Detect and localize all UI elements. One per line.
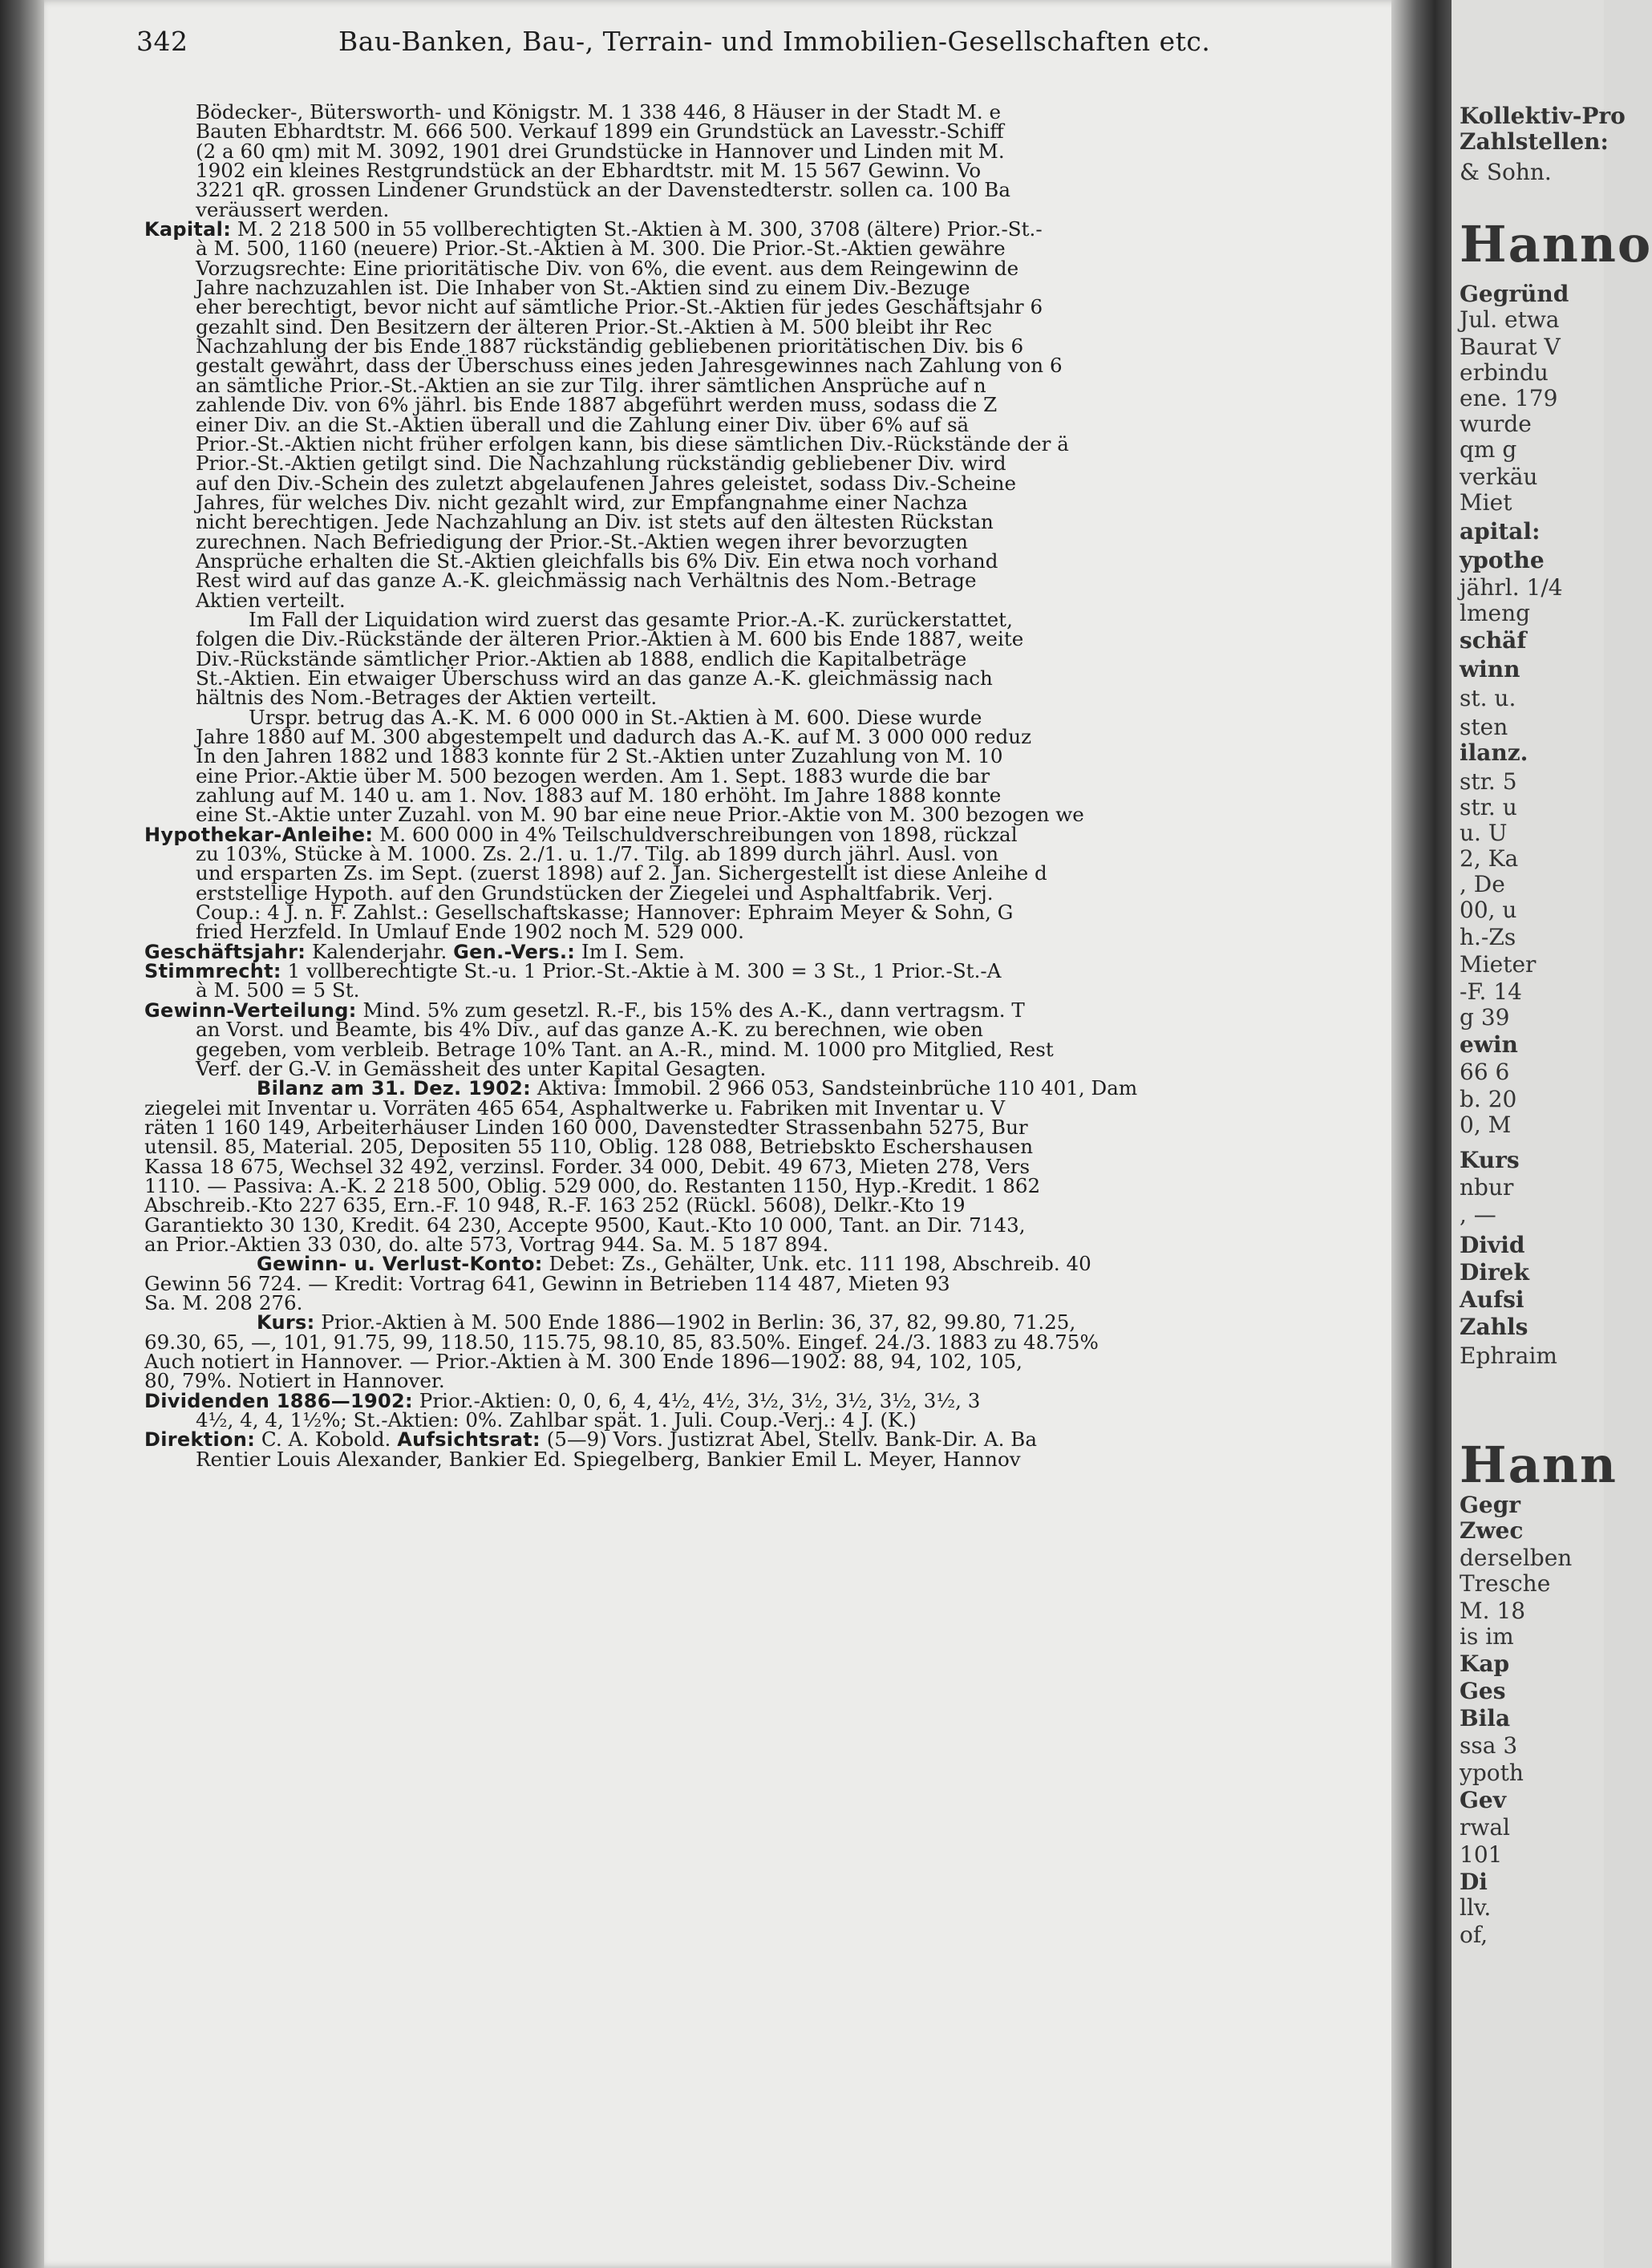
line-text: à M. 500 = 5 St. (196, 978, 360, 1002)
line-text: Prior.-Aktien à M. 500 Ende 1886—1902 in Berlin: 36, 37, 82, 99.80, 71.25, (314, 1310, 1076, 1334)
line-text: In den Jahren 1882 und 1883 konnte für 2 St.-Aktien unter Zuzahlung von M. 10 (196, 744, 1003, 768)
line-text: 80, 79%. Notiert in Hannover. (144, 1369, 445, 1393)
facing-page-text: derselben (1460, 1545, 1573, 1571)
facing-page-text: -F. 14 (1460, 978, 1522, 1005)
line-text: Im I. Sem. (575, 939, 685, 963)
facing-page-text: lmeng (1460, 600, 1531, 626)
line-text: erststellige Hypoth. auf den Grundstücken der Ziegelei und Asphaltfabrik. Verj. (196, 881, 994, 905)
facing-page-text: , — (1460, 1201, 1496, 1228)
line-text: Auch notiert in Hannover. — Prior.-Aktien à M. 300 Ende 1896—1902: 88, 94, 102, 105, (144, 1350, 1022, 1373)
line-text: Sa. M. 208 276. (144, 1290, 303, 1314)
facing-page-text: of, (1460, 1922, 1488, 1948)
line-text: M. 2 218 500 in 55 vollberechtigten St.-Aktien à M. 300, 3708 (ältere) Prior.-St.- (231, 217, 1043, 241)
facing-page-text: Jul. etwa (1460, 306, 1560, 333)
facing-page-text: ssa 3 (1460, 1732, 1518, 1759)
line-text: Abschreib.-Kto 227 635, Ern.-F. 10 948, R.-F. 163 252 (Rückl. 5608), Delkr.-Kto 19 (144, 1193, 966, 1217)
facing-page-text: Mieter (1460, 951, 1537, 978)
line-text: Vorzugsrechte: Eine prioritätische Div. von 6%, die event. aus dem Reingewinn de (196, 256, 1019, 280)
line-text: M. 600 000 in 4% Teilschuldverschreibungen von 1898, rückzal (373, 822, 1018, 846)
line-text: Rest wird auf das ganze A.-K. gleichmässig nach Verhältnis des Nom.-Betrage (196, 569, 977, 593)
section-label: Direktion: (144, 1428, 256, 1452)
line-text: C. A. Kobold. (255, 1428, 398, 1452)
facing-page-text: nbur (1460, 1174, 1514, 1201)
facing-page-text: jährl. 1/4 (1460, 574, 1563, 601)
facing-page-text: , De (1460, 871, 1505, 897)
facing-page-text: h.-Zs (1460, 924, 1516, 950)
facing-page-text: rwal (1460, 1814, 1510, 1841)
line-text: 4½, 4, 4, 1½%; St.-Aktien: 0%. Zahlbar spät. 1. Juli. Coup.-Verj.: 4 J. (K.) (196, 1408, 917, 1432)
facing-page-text: ilanz. (1460, 739, 1529, 766)
facing-page-text: b. 20 (1460, 1086, 1517, 1112)
facing-page-text: Zahlstellen: (1460, 128, 1609, 155)
line-text: an Vorst. und Beamte, bis 4% Div., auf das ganze A.-K. zu berechnen, wie oben (196, 1018, 984, 1042)
facing-page-text: Miet (1460, 489, 1512, 516)
facing-page-text: wurde (1460, 411, 1532, 437)
facing-page-text: 00, u (1460, 897, 1517, 923)
facing-page-text: apital: (1460, 518, 1541, 545)
line-text: Jahre nachzuzahlen ist. Die Inhaber von St.-Aktien sind zu einem Div.-Bezuge (196, 276, 970, 300)
facing-page-text: Kap (1460, 1650, 1510, 1677)
line-text: ziegelei mit Inventar u. Vorräten 465 654, Asphaltwerke u. Fabriken mit Inventar u. V (144, 1096, 1006, 1120)
line-text: 1110. — Passiva: A.-K. 2 218 500, Oblig. 529 000, do. Restanten 1150, Hyp.-Kredit. 1 862 (144, 1173, 1041, 1197)
line-text: Rentier Louis Alexander, Bankier Ed. Spiegelberg, Bankier Emil L. Meyer, Hannov (196, 1447, 1021, 1471)
running-title: Bau-Banken, Bau-, Terrain- und Immobilien-Gesellschaften etc. (338, 26, 1211, 57)
facing-page-text: & Sohn. (1460, 159, 1552, 185)
facing-page-text: ewin (1460, 1031, 1518, 1058)
line-text: an sämtliche Prior.-St.-Aktien an sie zur Tilg. ihrer sämtlichen Ansprüche auf n (196, 373, 986, 397)
facing-page-text: u. U (1460, 820, 1508, 846)
line-text: (5—9) Vors. Justizrat Abel, Stellv. Bank-Dir. A. Ba (540, 1428, 1038, 1452)
facing-page-text: Aufsi (1460, 1286, 1524, 1313)
line-text: utensil. 85, Material. 205, Depositen 55 110, Oblig. 128 088, Betriebskto Eschershausen (144, 1135, 1034, 1159)
page-number: 342 (136, 26, 188, 57)
section-label: Bilanz am 31. Dez. 1902: (257, 1077, 532, 1100)
facing-page-text: Ges (1460, 1678, 1506, 1704)
line-text: gegeben, vom verbleib. Betrage 10% Tant. an A.-R., mind. M. 1000 pro Mitglied, Rest (196, 1037, 1054, 1061)
line-text: Verf. der G.-V. in Gemässheit des unter Kapital Gesagten. (196, 1056, 767, 1080)
section-label: Dividenden 1886—1902: (144, 1389, 413, 1412)
line-text: einer Div. an die St.-Aktien überall und die Zahlung einer Div. über 6% auf sä (196, 412, 970, 436)
line-text: Aktien verteilt. (196, 588, 346, 612)
line-text: nicht berechtigen. Jede Nachzahlung an Div. ist stets auf den ältesten Rückstan (196, 510, 994, 534)
line-text: Prior.-St.-Aktien getilgt sind. Die Nachzahlung rückständig gebliebener Div. wird (196, 452, 1006, 476)
facing-page-text: Hann (1460, 1436, 1618, 1494)
facing-page-fragment (1452, 0, 1652, 2268)
line-text: Mind. 5% zum gesetzl. R.-F., bis 15% des A.-K., dann vertragsm. T (356, 998, 1025, 1022)
section-label: Stimmrecht: (144, 960, 281, 983)
line-text: Kassa 18 675, Wechsel 32 492, verzinsl. Forder. 34 000, Debit. 49 673, Mieten 278, Vers (144, 1154, 1030, 1178)
facing-page-text: Ephraim (1460, 1343, 1557, 1369)
facing-page-text: ene. 179 (1460, 385, 1558, 411)
section-label: Gewinn-Verteilung: (144, 998, 357, 1022)
facing-page-text: verkäu (1460, 464, 1538, 490)
section-label: Gewinn- u. Verlust-Konto: (257, 1253, 543, 1276)
line-text: Garantiekto 30 130, Kredit. 64 230, Accepte 9500, Kaut.-Kto 10 000, Tant. an Dir. 7143, (144, 1213, 1026, 1237)
line-text: St.-Aktien. Ein etwaiger Überschuss wird an das ganze A.-K. gleichmässig nach (196, 666, 993, 690)
facing-page-text: Kollektiv-Pro (1460, 103, 1626, 129)
facing-page-text: Di (1460, 1869, 1488, 1895)
line-text: Aktiva: Immobil. 2 966 053, Sandsteinbrüche 110 401, Dam (531, 1076, 1138, 1100)
line-text: Im Fall der Liquidation wird zuerst das gesamte Prior.-A.-K. zurückerstattet, (249, 607, 1013, 631)
line-text: Prior.-Aktien: 0, 0, 6, 4, 4½, 4½, 3½, 3½, 3½, 3½, 3½, 3 (412, 1388, 981, 1412)
facing-page-text: erbindu (1460, 359, 1549, 386)
line-text: 69.30, 65, —, 101, 91.75, 99, 118.50, 115.75, 98.10, 85, 83.50%. Eingef. 24./3. 1883 zu 48.75% (144, 1330, 1099, 1354)
line-text: an Prior.-Aktien 33 030, do. alte 573, Vortrag 944. Sa. M. 5 187 894. (144, 1232, 829, 1256)
section-label: Geschäftsjahr: (144, 940, 306, 963)
facing-page-text: llv. (1460, 1894, 1492, 1921)
section-label: Gen.-Vers.: (453, 940, 576, 963)
facing-page-text: Tresche (1460, 1570, 1551, 1597)
line-text: zu 103%, Stücke à M. 1000. Zs. 2./1. u. 1./7. Tilg. ab 1899 durch jährl. Ausl. von (196, 842, 999, 866)
line-text: Jahres, für welches Div. nicht gezahlt wird, zur Empfangnahme einer Nachza (196, 490, 968, 514)
facing-page-text: Gegr (1460, 1492, 1521, 1518)
section-label: Aufsichtsrat: (397, 1428, 541, 1452)
line-text: 1902 ein kleines Restgrundstück an der Ebhardtstr. mit M. 15 567 Gewinn. Vo (196, 159, 982, 183)
body-text (144, 100, 1379, 1471)
line-text: zahlung auf M. 140 u. am 1. Nov. 1883 auf M. 180 erhöht. Im Jahre 1888 konnte (196, 784, 1002, 808)
facing-page-text: Divid (1460, 1232, 1525, 1258)
line-text: 3221 qR. grossen Lindener Grundstück an der Davenstedterstr. sollen ca. 100 Ba (196, 178, 1011, 202)
facing-page-text: M. 18 (1460, 1598, 1526, 1624)
line-text: hältnis des Nom.-Betrages der Aktien verteilt. (196, 686, 658, 710)
facing-page-text: Gegründ (1460, 281, 1569, 307)
facing-page-text: ypothe (1460, 547, 1545, 573)
facing-page-text: Direk (1460, 1259, 1529, 1286)
facing-page-text: st. u. (1460, 685, 1516, 711)
line-text: Prior.-St.-Aktien nicht früher erfolgen kann, bis diese sämtlichen Div.-Rückstände der ä (196, 431, 1069, 456)
line-text: Bauten Ebhardtstr. M. 666 500. Verkauf 1899 ein Grundstück an Lavesstr.-Schiff (196, 119, 1004, 144)
line-text: veräussert werden. (196, 197, 390, 221)
section-label: Kapital: (144, 218, 232, 241)
facing-page-text: 66 6 (1460, 1059, 1510, 1085)
line-text: (2 a 60 qm) mit M. 3092, 1901 drei Grundstücke in Hannover und Linden mit M. (196, 139, 1005, 163)
book-spine-shadow (0, 0, 48, 2268)
text-line (144, 1271, 1379, 1295)
line-text: folgen die Div.-Rückstände der älteren Prior.-Aktien à M. 600 bis Ende 1887, weite (196, 627, 1024, 651)
facing-page-text: winn (1460, 656, 1520, 682)
line-text: Div.-Rückstände sämtlicher Prior.-Aktien ab 1888, endlich die Kapitalbeträge (196, 646, 967, 670)
line-text: Debet: Zs., Gehälter, Unk. etc. 111 198, Abschreib. 40 (542, 1252, 1091, 1276)
facing-page-text: qm g (1460, 436, 1517, 463)
facing-page-text: Hanno (1460, 215, 1652, 273)
section-label: Kurs: (257, 1311, 315, 1334)
facing-page-text: schäf (1460, 627, 1527, 654)
facing-page-text: 101 (1460, 1841, 1503, 1868)
text-line (144, 1447, 1379, 1471)
facing-page-text: Bila (1460, 1705, 1511, 1731)
facing-page-text: 2, Ka (1460, 845, 1519, 872)
line-text: Kalenderjahr. (306, 939, 454, 963)
facing-page-text: Gev (1460, 1787, 1506, 1813)
line-text: Bödecker-, Bütersworth- und Königstr. M. 1 338 446, 8 Häuser in der Stadt M. e (196, 100, 1002, 124)
facing-page-text: Kurs (1460, 1147, 1520, 1173)
line-text: eine St.-Aktie unter Zuzahl. von M. 90 bar eine neue Prior.-Aktie von M. 300 bezogen we (196, 803, 1084, 827)
line-text: räten 1 160 149, Arbeiterhäuser Linden 160 000, Davenstedter Strassenbahn 5275, Bur (144, 1115, 1028, 1139)
facing-page-text: is im (1460, 1623, 1514, 1650)
page-header (136, 26, 1387, 66)
facing-page-text: 0, M (1460, 1112, 1512, 1138)
line-text: à M. 500, 1160 (neuere) Prior.-St.-Aktien à M. 300. Die Prior.-St.-Aktien gewähre (196, 237, 1006, 261)
line-text: eher berechtigt, bevor nicht auf sämtliche Prior.-St.-Aktien für jedes Geschäftsjahr 6 (196, 295, 1043, 319)
facing-page-text: sten (1460, 714, 1508, 740)
facing-page-text: g 39 (1460, 1004, 1510, 1031)
facing-page-text: Zwec (1460, 1517, 1524, 1544)
facing-page-text: str. u (1460, 794, 1517, 820)
line-text: gestalt gewährt, dass der Überschuss eines jeden Jahresgewinnes nach Zahlung von 6 (196, 354, 1063, 378)
line-text: Coup.: 4 J. n. F. Zahlst.: Gesellschaftskasse; Hannover: Ephraim Meyer & Sohn, G (196, 901, 1014, 925)
line-text: Ansprüche erhalten die St.-Aktien gleichfalls bis 6% Div. Ein etwa noch vorhand (196, 549, 998, 573)
section-label: Hypothekar-Anleihe: (144, 823, 374, 846)
line-text: auf den Div.-Schein des zuletzt abgelaufenen Jahres geleistet, sodass Div.-Scheine (196, 471, 1017, 495)
line-text: Urspr. betrug das A.-K. M. 6 000 000 in St.-Aktien à M. 600. Diese wurde (249, 705, 982, 729)
line-text: Jahre 1880 auf M. 300 abgestempelt und dadurch das A.-K. auf M. 3 000 000 reduz (196, 725, 1032, 748)
facing-page-text: str. 5 (1460, 768, 1517, 795)
line-text: Nachzahlung der bis Ende 1887 rückständig gebliebenen prioritätischen Div. bis 6 (196, 334, 1024, 358)
line-text: zahlende Div. von 6% jährl. bis Ende 1887 abgeführt werden muss, sodass die Z (196, 393, 998, 417)
line-text: und ersparten Zs. im Sept. (zuerst 1898) auf 2. Jan. Sichergestellt ist diese Anleihe d (196, 861, 1047, 885)
line-text: 1 vollberechtigte St.-u. 1 Prior.-St.-Aktie à M. 300 = 3 St., 1 Prior.-St.-A (281, 959, 1002, 983)
facing-page-text: Zahls (1460, 1314, 1529, 1340)
line-text: fried Herzfeld. In Umlauf Ende 1902 noch M. 529 000. (196, 920, 744, 944)
line-text: Gewinn 56 724. — Kredit: Vortrag 641, Gewinn in Betrieben 114 487, Mieten 93 (144, 1271, 950, 1295)
line-text: eine Prior.-Aktie über M. 500 bezogen werden. Am 1. Sept. 1883 wurde die bar (196, 763, 990, 788)
facing-page-text: Baurat V (1460, 334, 1561, 360)
facing-page-text: ypoth (1460, 1760, 1524, 1786)
line-text: zurechnen. Nach Befriedigung der Prior.-St.-Aktien wegen ihrer bevorzugten (196, 529, 968, 553)
line-text: gezahlt sind. Den Besitzern der älteren Prior.-St.-Aktien à M. 500 bleibt ihr Rec (196, 314, 992, 338)
